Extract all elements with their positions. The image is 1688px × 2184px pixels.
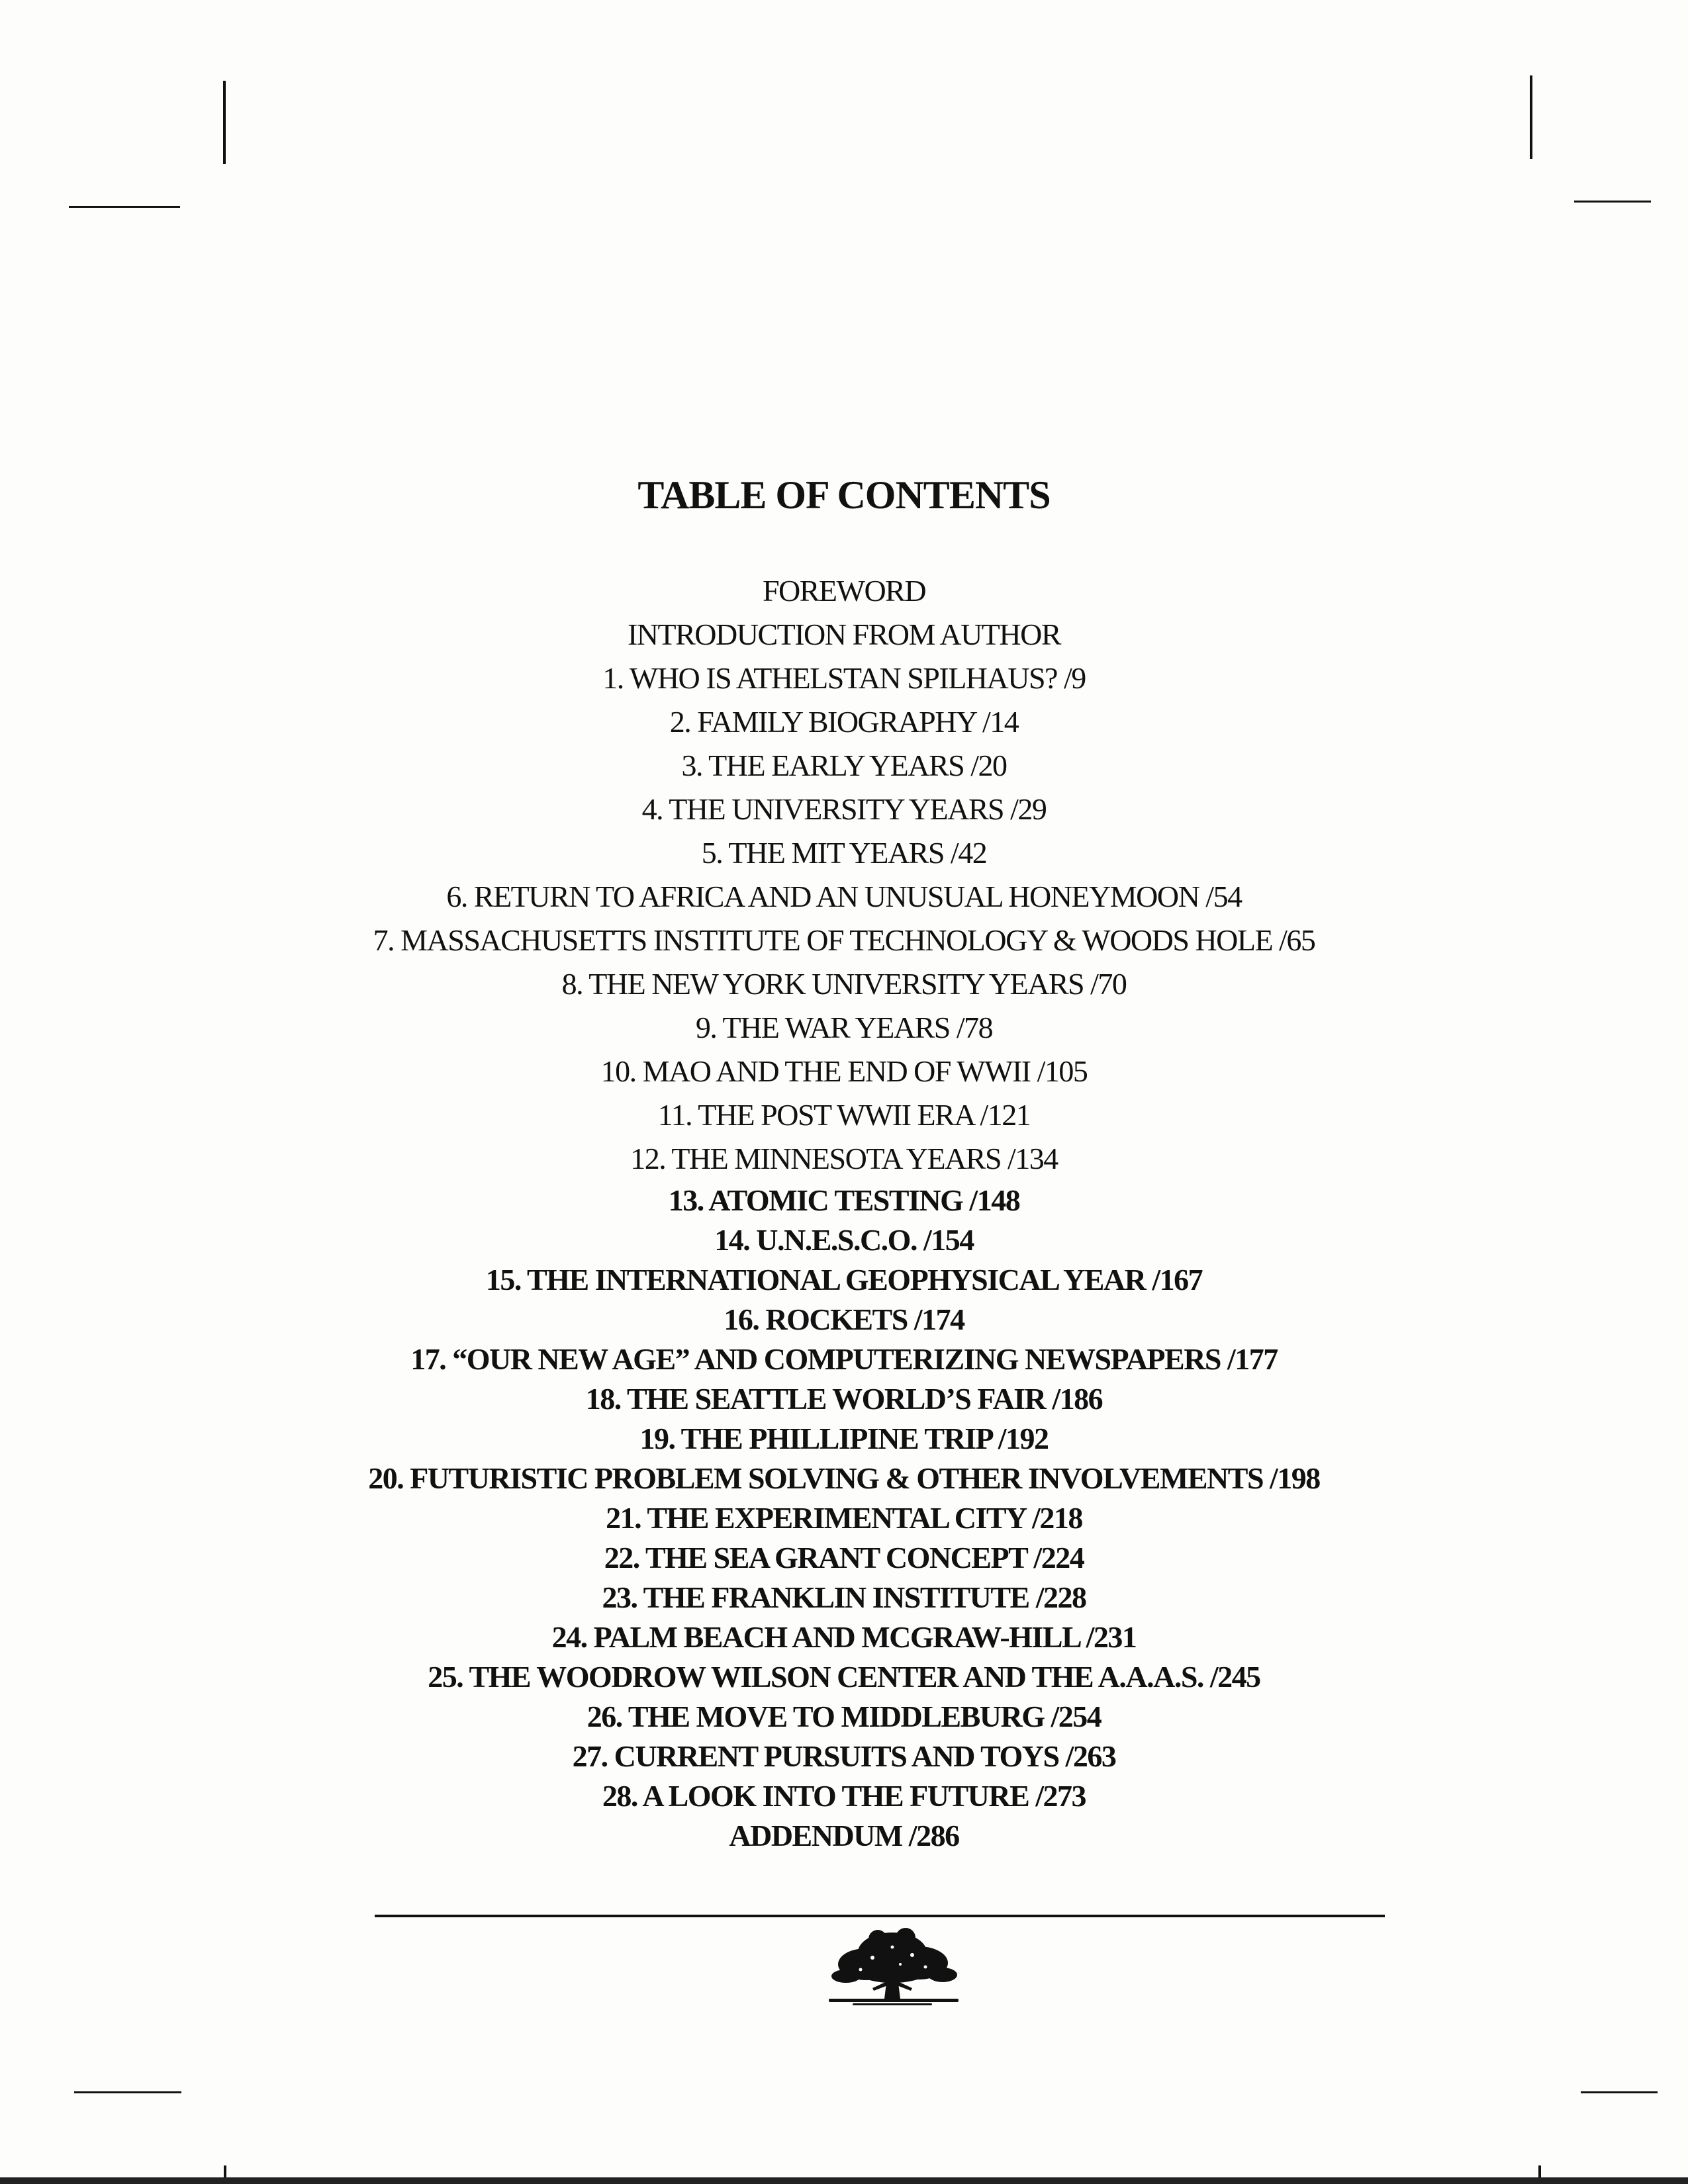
toc-entry: 26. THE MOVE TO MIDDLEBURG /254	[586, 1700, 1102, 1733]
toc-entry: 5. THE MIT YEARS /42	[701, 836, 987, 870]
toc-entry: 3. THE EARLY YEARS /20	[681, 749, 1007, 782]
toc-entry: 13. ATOMIC TESTING /148	[668, 1183, 1020, 1217]
table-of-contents-list	[0, 569, 1688, 1856]
toc-entry: 2. FAMILY BIOGRAPHY /14	[669, 705, 1019, 739]
toc-entry: INTRODUCTION FROM AUTHOR	[627, 617, 1061, 651]
crop-mark-top-left-vertical	[223, 81, 226, 164]
toc-entry: 21. THE EXPERIMENTAL CITY /218	[606, 1501, 1082, 1535]
toc-entry: 25. THE WOODROW WILSON CENTER AND THE A.A.A.S. /245	[428, 1660, 1260, 1694]
crop-mark-top-left-horizontal	[69, 206, 180, 208]
toc-entry: 16. ROCKETS /174	[724, 1302, 964, 1336]
toc-entry: 6. RETURN TO AFRICA AND AN UNUSUAL HONEYMOON /54	[446, 880, 1242, 913]
toc-entry: 20. FUTURISTIC PROBLEM SOLVING & OTHER INVOLVEMENTS /198	[368, 1461, 1320, 1495]
toc-entry: 10. MAO AND THE END OF WWII /105	[600, 1054, 1088, 1088]
toc-entry: 4. THE UNIVERSITY YEARS /29	[641, 792, 1047, 826]
toc-entry: 8. THE NEW YORK UNIVERSITY YEARS /70	[561, 967, 1127, 1001]
toc-entry: 24. PALM BEACH AND MCGRAW-HILL /231	[551, 1620, 1137, 1654]
page-bottom-edge	[0, 2177, 1688, 2184]
crop-mark-top-right-vertical	[1530, 75, 1532, 159]
toc-entry: 12. THE MINNESOTA YEARS /134	[630, 1142, 1058, 1175]
toc-entry: 23. THE FRANKLIN INSTITUTE /228	[602, 1580, 1086, 1614]
toc-entry: 1. WHO IS ATHELSTAN SPILHAUS? /9	[602, 661, 1086, 695]
crop-mark-bottom-right-horizontal	[1581, 2091, 1658, 2093]
toc-entry: 19. THE PHILLIPINE TRIP /192	[639, 1422, 1049, 1455]
toc-entry: 27. CURRENT PURSUITS AND TOYS /263	[572, 1739, 1116, 1773]
toc-entry: 22. THE SEA GRANT CONCEPT /224	[604, 1541, 1084, 1574]
crop-mark-bottom-right-vertical	[1538, 2165, 1541, 2177]
toc-entry: 9. THE WAR YEARS /78	[695, 1011, 993, 1044]
toc-entry: 11. THE POST WWII ERA /121	[657, 1098, 1031, 1132]
oak-tree-icon	[826, 1925, 965, 2011]
crop-mark-top-right-horizontal	[1574, 201, 1651, 203]
divider-rule	[375, 1915, 1385, 1917]
page-title: TABLE OF CONTENTS	[637, 473, 1051, 517]
toc-entry: 15. THE INTERNATIONAL GEOPHYSICAL YEAR /167	[485, 1263, 1203, 1297]
toc-entry: FOREWORD	[762, 574, 926, 608]
toc-entry: 14. U.N.E.S.C.O. /154	[714, 1223, 974, 1257]
toc-entry: 18. THE SEATTLE WORLD’S FAIR /186	[585, 1382, 1103, 1416]
crop-mark-bottom-left-vertical	[224, 2165, 226, 2177]
crop-mark-bottom-left-horizontal	[74, 2091, 181, 2093]
toc-entry: 17. “OUR NEW AGE” AND COMPUTERIZING NEWSPAPERS /177	[410, 1342, 1278, 1376]
toc-entry: ADDENDUM /286	[729, 1819, 959, 1852]
toc-entry: 7. MASSACHUSETTS INSTITUTE OF TECHNOLOGY & WOODS HOLE /65	[373, 923, 1315, 957]
toc-entry: 28. A LOOK INTO THE FUTURE /273	[602, 1779, 1086, 1813]
